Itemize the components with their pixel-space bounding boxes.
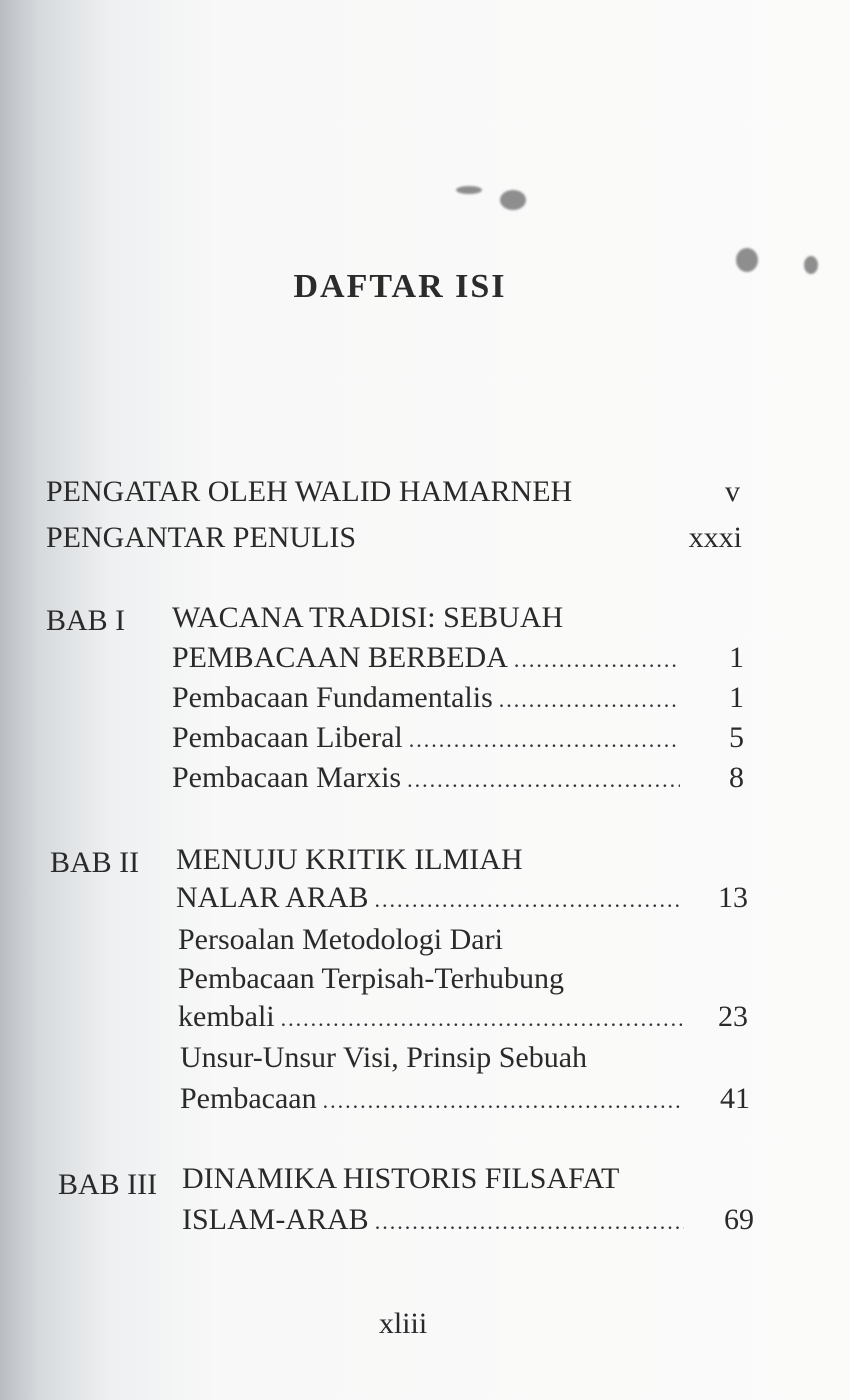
section-entry — [178, 1002, 688, 1032]
chapter-title-line — [176, 883, 688, 913]
dot-leader — [281, 1008, 682, 1030]
section-title: Persoalan Metodologi Dari — [178, 923, 503, 956]
chapter-title: PEMBACAAN BERBEDA — [172, 641, 508, 674]
section-entry — [172, 723, 686, 753]
toc-page-number: 5 — [729, 721, 744, 754]
chapter-title-line — [182, 1205, 690, 1235]
toc-page-number: 1 — [729, 681, 744, 714]
section-entry — [172, 683, 686, 713]
page-title: DAFTAR ISI — [293, 268, 507, 305]
chapter-title: MENUJU KRITIK ILMIAH — [176, 843, 523, 876]
chapter-title: NALAR ARAB — [176, 881, 369, 914]
toc-page-number: 69 — [724, 1203, 754, 1236]
section-entry — [172, 763, 686, 793]
toc-page-number: 8 — [729, 761, 744, 794]
toc-page-number: 23 — [718, 1000, 748, 1033]
toc-page-number: 41 — [720, 1082, 750, 1115]
dot-leader — [375, 1211, 684, 1233]
dot-leader — [375, 889, 682, 911]
dot-leader — [499, 689, 680, 711]
page-folio: xliii — [378, 1307, 428, 1340]
toc-entry-label: PENGATAR OLEH WALID HAMARNEH — [46, 475, 573, 508]
chapter-title-line — [172, 643, 686, 673]
chapter-title: WACANA TRADISI: SEBUAH — [172, 601, 564, 634]
section-entry — [180, 1084, 690, 1114]
toc-page-number: 13 — [718, 881, 748, 914]
section-title: kembali — [178, 1000, 275, 1033]
ink-smudge — [500, 190, 526, 210]
dot-leader — [407, 769, 680, 791]
ink-smudge — [804, 256, 818, 274]
toc-entry-foreword — [46, 477, 572, 507]
dot-leader — [514, 649, 680, 671]
section-title: Unsur-Unsur Visi, Prinsip Sebuah — [180, 1041, 588, 1074]
section-title: Pembacaan Fundamentalis — [172, 681, 493, 714]
dot-leader — [409, 729, 680, 751]
chapter-title: ISLAM-ARAB — [182, 1203, 369, 1236]
section-title: Pembacaan Liberal — [172, 721, 403, 754]
toc-page-number: 1 — [729, 641, 744, 674]
toc-page-number: v — [725, 475, 740, 508]
chapter-number: BAB II — [50, 846, 140, 879]
section-title: Pembacaan — [180, 1082, 317, 1115]
toc-entry-preface — [46, 523, 356, 553]
chapter-title: DINAMIKA HISTORIS FILSAFAT — [182, 1162, 620, 1195]
section-title: Pembacaan Terpisah-Terhubung — [178, 962, 564, 995]
chapter-number: BAB III — [58, 1168, 158, 1201]
ink-smudge — [456, 186, 482, 194]
toc-entry-label: PENGANTAR PENULIS — [46, 521, 357, 554]
dot-leader — [323, 1090, 684, 1112]
section-title: Pembacaan Marxis — [172, 761, 402, 794]
chapter-number: BAB I — [46, 604, 126, 637]
toc-page-number: xxxi — [688, 521, 742, 554]
